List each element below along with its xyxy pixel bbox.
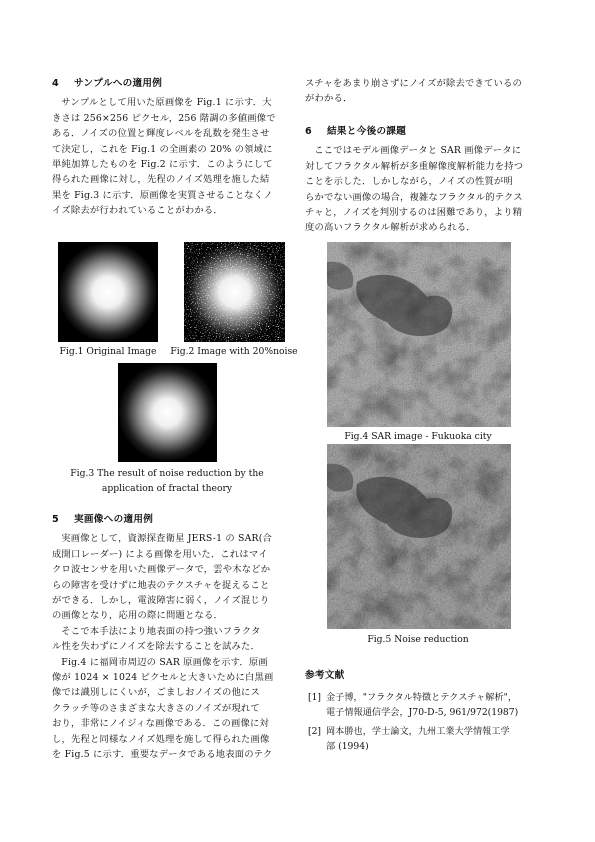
- section-title: サンプルへの適用例: [74, 78, 163, 89]
- section-title: 実画像への適用例: [74, 514, 154, 525]
- reference-item: [308, 724, 548, 755]
- text-line: クラッチ等のさまざまな大きさのノイズが現れて: [52, 702, 260, 714]
- text-line: 成開口レーダー) による画像を用いた．これはマイ: [52, 548, 268, 560]
- text-line: ができる．しかし，電波障害に弱く，ノイズ混じり: [52, 595, 270, 607]
- figure-3-denoised-image: [118, 363, 217, 462]
- figure-5-noise-reduction-image: [327, 444, 511, 629]
- section-number: 4: [52, 78, 59, 89]
- text-line: Fig.4 に福岡市周辺の SAR 原画像を示す．原画: [61, 656, 268, 668]
- reference-tag: [1]: [308, 692, 322, 703]
- reference-text: 金子博，"フラクタル特徴とテクスチャ解析"，: [326, 692, 518, 703]
- text-line: て決定し，これを Fig.1 の全画素の 20% の領域に: [52, 143, 273, 155]
- text-line: 度の高いフラクタル解析が求められる．: [305, 222, 476, 234]
- text-line: おり，非常にノイジィな画像である．この画像に対: [52, 718, 270, 730]
- figure-5-caption: Fig.5 Noise reduction: [367, 634, 469, 645]
- figure-3-caption-line: Fig.3 The result of noise reduction by the: [70, 468, 264, 479]
- text-line: ある．ノイズの位置と輝度レベルを乱数を発生させ: [52, 128, 270, 140]
- text-line: きさは 256×256 ピクセル，256 階調の多値画像で: [52, 112, 276, 124]
- figure-3-caption: [52, 466, 282, 496]
- figure-2-caption: Fig.2 Image with 20%noise: [170, 346, 298, 357]
- text-line: 得られた画像に対し，先程のノイズ処理を施した結: [52, 174, 270, 186]
- section-4-heading: [52, 76, 298, 91]
- text-line: 像では識別しにくいが，ごましおノイズの他にス: [52, 687, 261, 699]
- section-5: [52, 512, 298, 763]
- section-number: 5: [52, 514, 59, 525]
- reference-text: 部 (1994): [326, 741, 369, 753]
- text-line: 対してフラクタル解析が多重解像度解析能力を持つ: [305, 160, 524, 172]
- references-section: [305, 668, 547, 683]
- figure-4-sar-image: [327, 242, 511, 427]
- section-5-heading: [52, 512, 298, 527]
- text-line: ル性を失わずにノイズを除去することを試みた．: [52, 641, 261, 653]
- text-line: クロ波センサを用いた画像データで，雲や木などか: [52, 564, 271, 576]
- text-line: そこで本手法により地表面の持つ強いフラクタ: [61, 625, 261, 637]
- section-6-body: [305, 143, 547, 235]
- text-line: 像が 1024 × 1024 ピクセルと大きいために白黒画: [52, 672, 274, 684]
- reference-text: 岡本勝也，学士論文，九州工業大学情報工学: [326, 726, 510, 737]
- text-line: し，先程と同様なノイズ処理を施して得られた画像: [52, 733, 270, 745]
- reference-item: [308, 690, 548, 721]
- section-title: 結果と今後の課題: [327, 126, 407, 137]
- reference-text: 電子情報通信学会，J70-D-5, 961/972(1987): [326, 707, 519, 719]
- section-6-heading: [305, 124, 547, 139]
- text-line: がわかる．: [305, 93, 353, 105]
- text-line: 単純加算したものを Fig.2 に示す．このようにして: [52, 159, 273, 171]
- text-line: チャと，ノイズを判別するのは困難であり，より精: [305, 207, 523, 219]
- text-line: の画像となり，応用の際に問題となる．: [52, 610, 223, 622]
- figure-2-noisy-image: [184, 242, 285, 342]
- text-line: 果を Fig.3 に示す．原画像を実質させることなくノ: [52, 189, 273, 201]
- section-4-body: [52, 95, 298, 218]
- text-line: ここではモデル画像データと SAR 画像データに: [314, 145, 522, 157]
- text-line: スチャをあまり崩さずにノイズが除去できているの: [305, 78, 523, 89]
- figure-4-caption: Fig.4 SAR image - Fukuoka city: [344, 431, 492, 442]
- text-line: イズ除去が行われていることがわかる．: [52, 205, 223, 217]
- section-4: [52, 76, 298, 219]
- figure-1-original-image: [58, 242, 158, 342]
- figure-1-caption: Fig.1 Original Image: [59, 346, 157, 357]
- section-5-body: [52, 531, 298, 762]
- section-5-continuation: [305, 76, 547, 107]
- text-line: を Fig.5 に示す．重要なデータである地表面のテク: [52, 749, 273, 761]
- text-line: サンプルとして用いた原画像を Fig.1 に示す．大: [61, 97, 272, 109]
- text-line: ことを示した．しかしながら，ノイズの性質が明: [305, 176, 514, 188]
- text-line: らの障害を受けずに地表のテクスチャを捉えること: [52, 579, 270, 591]
- text-line: らかでない画像の場合，複雑なフラクタル的テクス: [305, 191, 523, 203]
- section-6: [305, 124, 547, 236]
- text-line: 実画像として，資源探査衛星 JERS-1 の SAR(合: [61, 533, 273, 545]
- references-heading: 参考文献: [305, 670, 345, 681]
- figure-3-caption-line: application of fractal theory: [101, 483, 233, 494]
- reference-tag: [2]: [308, 726, 322, 737]
- section-number: 6: [305, 126, 312, 137]
